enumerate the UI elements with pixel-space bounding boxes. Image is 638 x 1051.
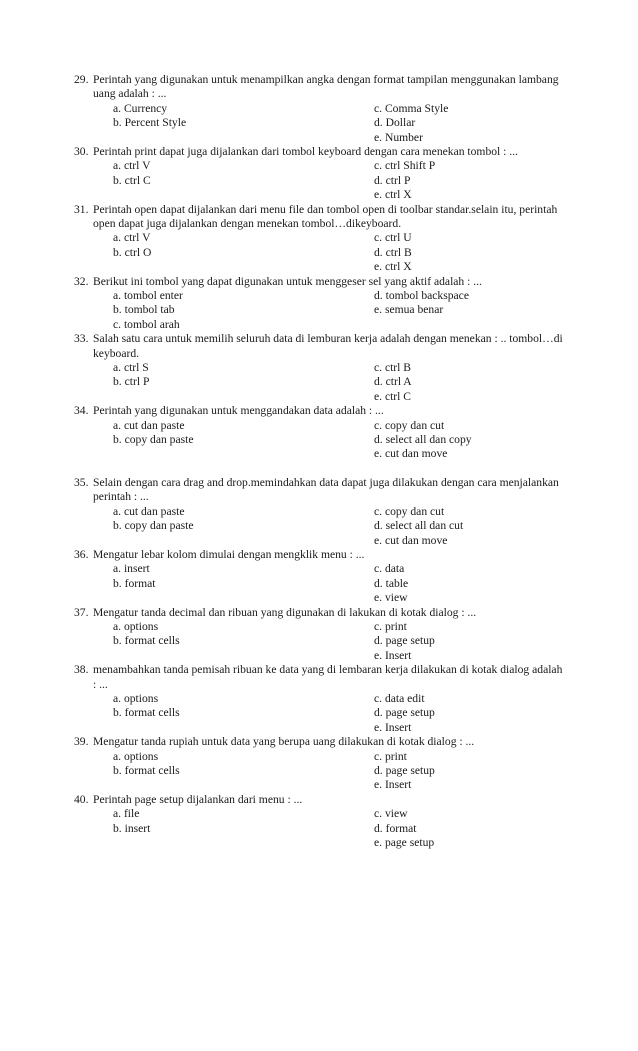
option-row (0, 174, 638, 188)
answer-option: d. select all dan copy (374, 432, 472, 446)
answer-option: a. ctrl V (113, 231, 151, 245)
question-stem (0, 332, 563, 361)
question-stem (0, 145, 563, 159)
option-row (0, 634, 638, 648)
answer-option: a. Currency (113, 101, 168, 115)
answer-option: d. tombol backspace (374, 288, 469, 302)
option-row (0, 102, 638, 116)
question-number: 37. (74, 605, 89, 619)
answer-option: a. insert (113, 562, 150, 576)
answer-option: a. cut dan paste (113, 504, 185, 518)
answer-options (0, 102, 638, 145)
answer-option: b. ctrl P (113, 375, 150, 389)
option-row (0, 692, 638, 706)
question-text: Mengatur tanda decimal dan ribuan yang digunakan di lakukan di kotak dialog : ... (93, 605, 477, 619)
question-stem (0, 404, 563, 418)
answer-option: b. format cells (113, 634, 180, 648)
answer-option: a. file (113, 807, 140, 821)
option-row (0, 116, 638, 130)
answer-option: b. format (113, 576, 156, 590)
question-stem (0, 606, 563, 620)
option-row (0, 649, 638, 663)
question-item (0, 606, 638, 664)
answer-option: d. select all dan cut (374, 519, 464, 533)
question-stem (0, 793, 563, 807)
answer-option: b. insert (113, 821, 151, 835)
question-item (0, 476, 638, 548)
answer-option: a. cut dan paste (113, 418, 185, 432)
question-number: 33. (74, 332, 89, 346)
option-row (0, 433, 638, 447)
question-number: 39. (74, 735, 89, 749)
answer-option: a. options (113, 620, 159, 634)
answer-option: e. Number (374, 130, 423, 144)
answer-option: c. ctrl Shift P (374, 159, 436, 173)
question-number: 34. (74, 404, 89, 418)
question-item (0, 735, 638, 793)
question-item (0, 548, 638, 606)
question-text: Perintah open dapat dijalankan dari menu file dan tombol open di toolbar standar.selain itu, perintah open dapat juga dijalankan dengan menekan tombol…dikeyboard. (93, 202, 558, 230)
answer-option: e. Insert (374, 778, 412, 792)
answer-option: c. tombol arah (113, 317, 180, 331)
answer-option: d. ctrl P (374, 173, 411, 187)
option-row (0, 361, 638, 375)
answer-options (0, 361, 638, 404)
option-row (0, 390, 638, 404)
answer-option: d. Dollar (374, 116, 416, 130)
answer-option: a. tombol enter (113, 288, 183, 302)
answer-option: b. ctrl C (113, 173, 151, 187)
answer-option: a. ctrl V (113, 159, 151, 173)
question-list (0, 73, 638, 850)
question-text: Perintah yang digunakan untuk menggandakan data adalah : ... (93, 404, 384, 418)
question-stem (0, 476, 563, 505)
question-number: 35. (74, 476, 89, 490)
answer-options (0, 620, 638, 663)
option-row (0, 577, 638, 591)
option-row (0, 303, 638, 317)
option-row (0, 591, 638, 605)
option-row (0, 778, 638, 792)
answer-options (0, 289, 638, 332)
question-item (0, 332, 638, 404)
question-text: Salah satu cara untuk memilih seluruh data di lemburan kerja adalah dengan menekan : .. tombol…di keyboard. (93, 332, 563, 360)
answer-options (0, 159, 638, 202)
blank-line (0, 462, 638, 476)
option-row (0, 706, 638, 720)
answer-option: c. copy dan cut (374, 418, 445, 432)
question-stem (0, 548, 563, 562)
answer-option: e. Insert (374, 648, 412, 662)
question-number: 36. (74, 548, 89, 562)
answer-option: e. Insert (374, 720, 412, 734)
question-stem (0, 735, 563, 749)
answer-option: c. data edit (374, 692, 425, 706)
question-text: Mengatur lebar kolom dimulai dengan mengklik menu : ... (93, 548, 365, 562)
option-row (0, 131, 638, 145)
answer-option: c. view (374, 807, 408, 821)
question-number: 38. (74, 663, 89, 677)
option-row (0, 562, 638, 576)
question-item (0, 203, 638, 275)
question-item (0, 73, 638, 145)
answer-option: c. ctrl B (374, 360, 412, 374)
answer-option: e. cut dan move (374, 533, 448, 547)
answer-options (0, 562, 638, 605)
option-row (0, 318, 638, 332)
answer-option: d. format (374, 821, 417, 835)
answer-option: a. options (113, 692, 159, 706)
answer-option: d. page setup (374, 764, 435, 777)
question-text: Berikut ini tombol yang dapat digunakan untuk menggeser sel yang aktif adalah : ... (93, 274, 482, 288)
answer-option: b. copy dan paste (113, 432, 194, 446)
answer-option: e. ctrl X (374, 260, 412, 274)
option-row (0, 620, 638, 634)
answer-options (0, 750, 638, 793)
option-row (0, 260, 638, 274)
question-number: 29. (74, 73, 89, 86)
answer-option: d. ctrl A (374, 375, 412, 389)
question-item (0, 145, 638, 203)
question-stem (0, 663, 563, 692)
question-stem (0, 275, 563, 289)
answer-options (0, 505, 638, 548)
question-text: Perintah print dapat juga dijalankan dari tombol keyboard dengan cara menekan tombol : ... (93, 144, 518, 158)
answer-option: d. ctrl B (374, 245, 412, 259)
question-stem (0, 203, 563, 232)
option-row (0, 822, 638, 836)
answer-options (0, 231, 638, 274)
answer-option: d. page setup (374, 634, 435, 648)
question-number: 40. (74, 792, 89, 806)
answer-options (0, 807, 638, 850)
option-row (0, 447, 638, 461)
option-row (0, 721, 638, 735)
question-text: Perintah page setup dijalankan dari menu : ... (93, 792, 303, 806)
option-row (0, 836, 638, 850)
answer-option: b. format cells (113, 764, 180, 777)
option-row (0, 188, 638, 202)
answer-option: b. ctrl O (113, 245, 152, 259)
question-text: Perintah yang digunakan untuk menampilkan angka dengan format tampilan menggunakan lambang uang adalah : ... (93, 73, 559, 101)
answer-option: c. data (374, 562, 405, 576)
answer-option: b. copy dan paste (113, 519, 194, 533)
answer-option: e. ctrl C (374, 389, 412, 403)
answer-option: e. view (374, 591, 408, 605)
option-row (0, 159, 638, 173)
answer-option: c. print (374, 749, 407, 763)
option-row (0, 534, 638, 548)
answer-option: c. ctrl U (374, 231, 412, 245)
answer-option: a. options (113, 749, 159, 763)
question-item (0, 404, 638, 462)
option-row (0, 505, 638, 519)
option-row (0, 375, 638, 389)
answer-option: e. ctrl X (374, 188, 412, 202)
option-row (0, 764, 638, 778)
answer-options (0, 419, 638, 462)
option-row (0, 519, 638, 533)
answer-option: c. Comma Style (374, 101, 449, 115)
answer-option: e. cut dan move (374, 447, 448, 461)
question-text: Mengatur tanda rupiah untuk data yang berupa uang dilakukan di kotak dialog : ... (93, 735, 475, 749)
answer-option: e. semua benar (374, 303, 444, 317)
question-number: 31. (74, 202, 89, 216)
question-number: 30. (74, 144, 89, 158)
answer-option: b. format cells (113, 706, 180, 720)
answer-option: b. Percent Style (113, 116, 187, 130)
option-row (0, 246, 638, 260)
option-row (0, 807, 638, 821)
answer-option: d. table (374, 576, 409, 590)
option-row (0, 419, 638, 433)
answer-option: a. ctrl S (113, 360, 149, 374)
option-row (0, 289, 638, 303)
answer-option: d. page setup (374, 706, 435, 720)
option-row (0, 231, 638, 245)
answer-option: c. copy dan cut (374, 504, 445, 518)
question-item (0, 275, 638, 333)
option-row (0, 750, 638, 764)
question-stem (0, 73, 563, 102)
answer-option: b. tombol tab (113, 303, 175, 317)
answer-options (0, 692, 638, 735)
answer-option: c. print (374, 620, 407, 634)
question-item (0, 663, 638, 735)
answer-option: e. page setup (374, 835, 435, 849)
question-text: menambahkan tanda pemisah ribuan ke data yang di lembaran kerja dilakukan di kotak dialog adalah : ... (93, 663, 563, 691)
question-text: Selain dengan cara drag and drop.memindahkan data dapat juga dilakukan dengan cara menjalankan perintah : ... (93, 476, 559, 504)
question-number: 32. (74, 274, 89, 288)
question-item (0, 793, 638, 851)
